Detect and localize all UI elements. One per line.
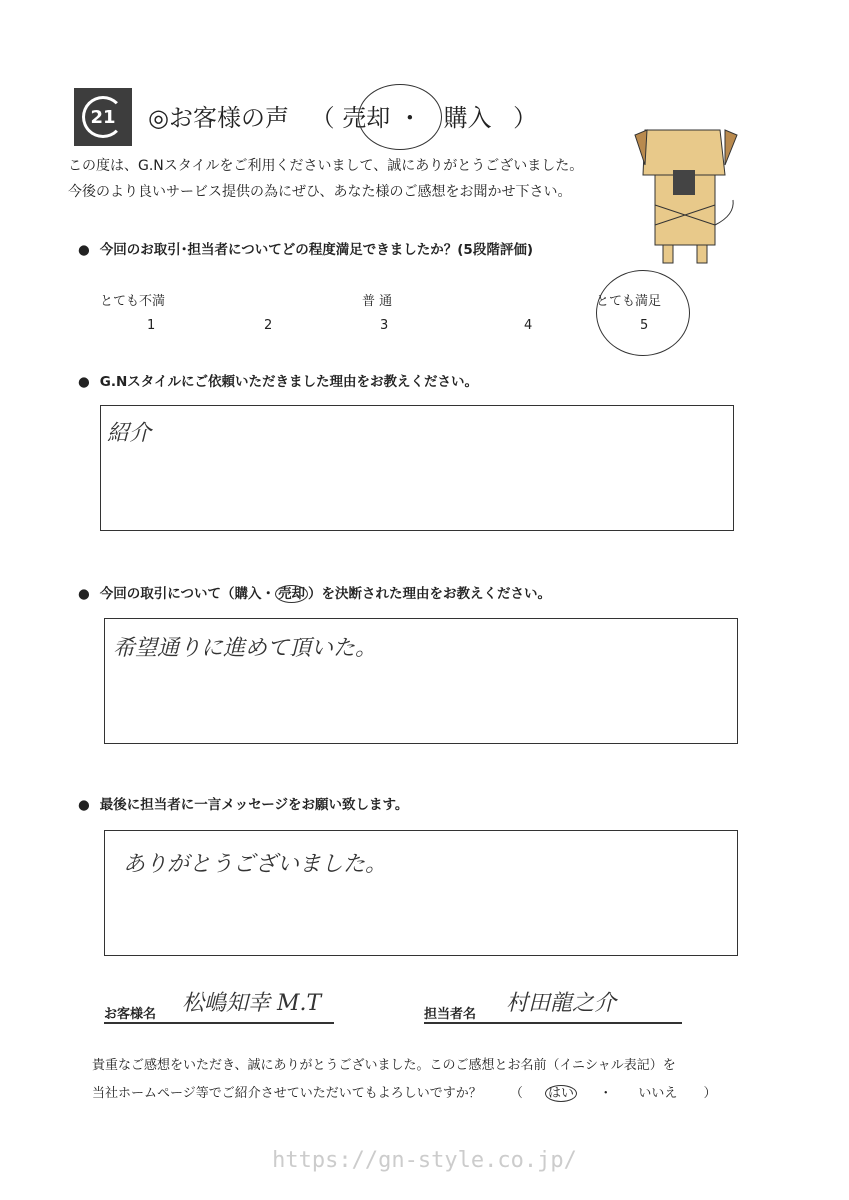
rating-1[interactable]: 1: [147, 318, 156, 333]
intro-line-2: 今後のより良いサービス提供の為にぜひ、あなた様のご感想をお聞かせ下さい。: [68, 184, 572, 200]
question-2: ● G.Nスタイルにご依頼いただきました理由をお教えください。: [78, 370, 478, 390]
rating-selected-circle: [596, 270, 690, 356]
watermark-url: https://gn-style.co.jp/: [272, 1148, 577, 1173]
circle-mark: [358, 84, 442, 150]
customer-name-value: 松嶋知幸 M.T: [182, 991, 322, 1016]
question-1: ● 今回のお取引･担当者についてどの程度満足できましたか？(5段階評価): [78, 238, 533, 258]
question-4: ● 最後に担当者に一言メッセージをお願い致します。: [78, 793, 408, 813]
answer-2: 紹介: [107, 421, 152, 446]
page-title: ◎お客様の声 （ 売却 ・ 購入 ）: [148, 104, 538, 132]
consent-no[interactable]: いいえ: [638, 1086, 678, 1101]
staff-name-value: 村田龍之介: [506, 991, 617, 1016]
rating-4[interactable]: 4: [524, 318, 533, 333]
mascot-dog-illustration: [625, 115, 745, 265]
question-3: ● 今回の取引について（購入・ 売却 ）を決断された理由をお教えください。: [78, 582, 551, 602]
answer-4: ありがとうございました。: [123, 852, 388, 877]
intro-line-1: この度は、G.Nスタイルをご利用くださいまして、誠にありがとうございました。: [68, 158, 584, 174]
option-sale: 売却: [342, 104, 391, 132]
answer-box-3[interactable]: [104, 618, 738, 744]
rating-2[interactable]: 2: [264, 318, 273, 333]
option-purchase: 購入: [443, 104, 492, 132]
answer-3: 希望通りに進めて頂いた。: [113, 636, 378, 661]
rating-label-high: とても満足: [596, 294, 662, 309]
rating-label-low: とても不満: [100, 294, 166, 309]
consent-line-2: 当社ホームページ等でご紹介させていただいてもよろしいですか？ （ はい ・ いいえ ）: [92, 1086, 717, 1101]
customer-name-field[interactable]: お客様名 松嶋知幸 M.T: [104, 1000, 334, 1024]
rating-label-mid: 普 通: [362, 294, 393, 309]
answer-box-4[interactable]: [104, 830, 738, 956]
century21-logo: 21: [74, 88, 132, 146]
staff-name-field[interactable]: 担当者名 村田龍之介: [424, 1000, 682, 1024]
rating-5[interactable]: 5: [640, 318, 649, 333]
consent-yes[interactable]: はい: [545, 1085, 577, 1102]
consent-line-1: 貴重なご感想をいただき、誠にありがとうございました。このご感想とお名前（イニシャル表記）を: [92, 1058, 676, 1073]
answer-box-2[interactable]: [100, 405, 734, 531]
rating-3[interactable]: 3: [380, 318, 389, 333]
circled-sale: 売却: [275, 585, 308, 603]
